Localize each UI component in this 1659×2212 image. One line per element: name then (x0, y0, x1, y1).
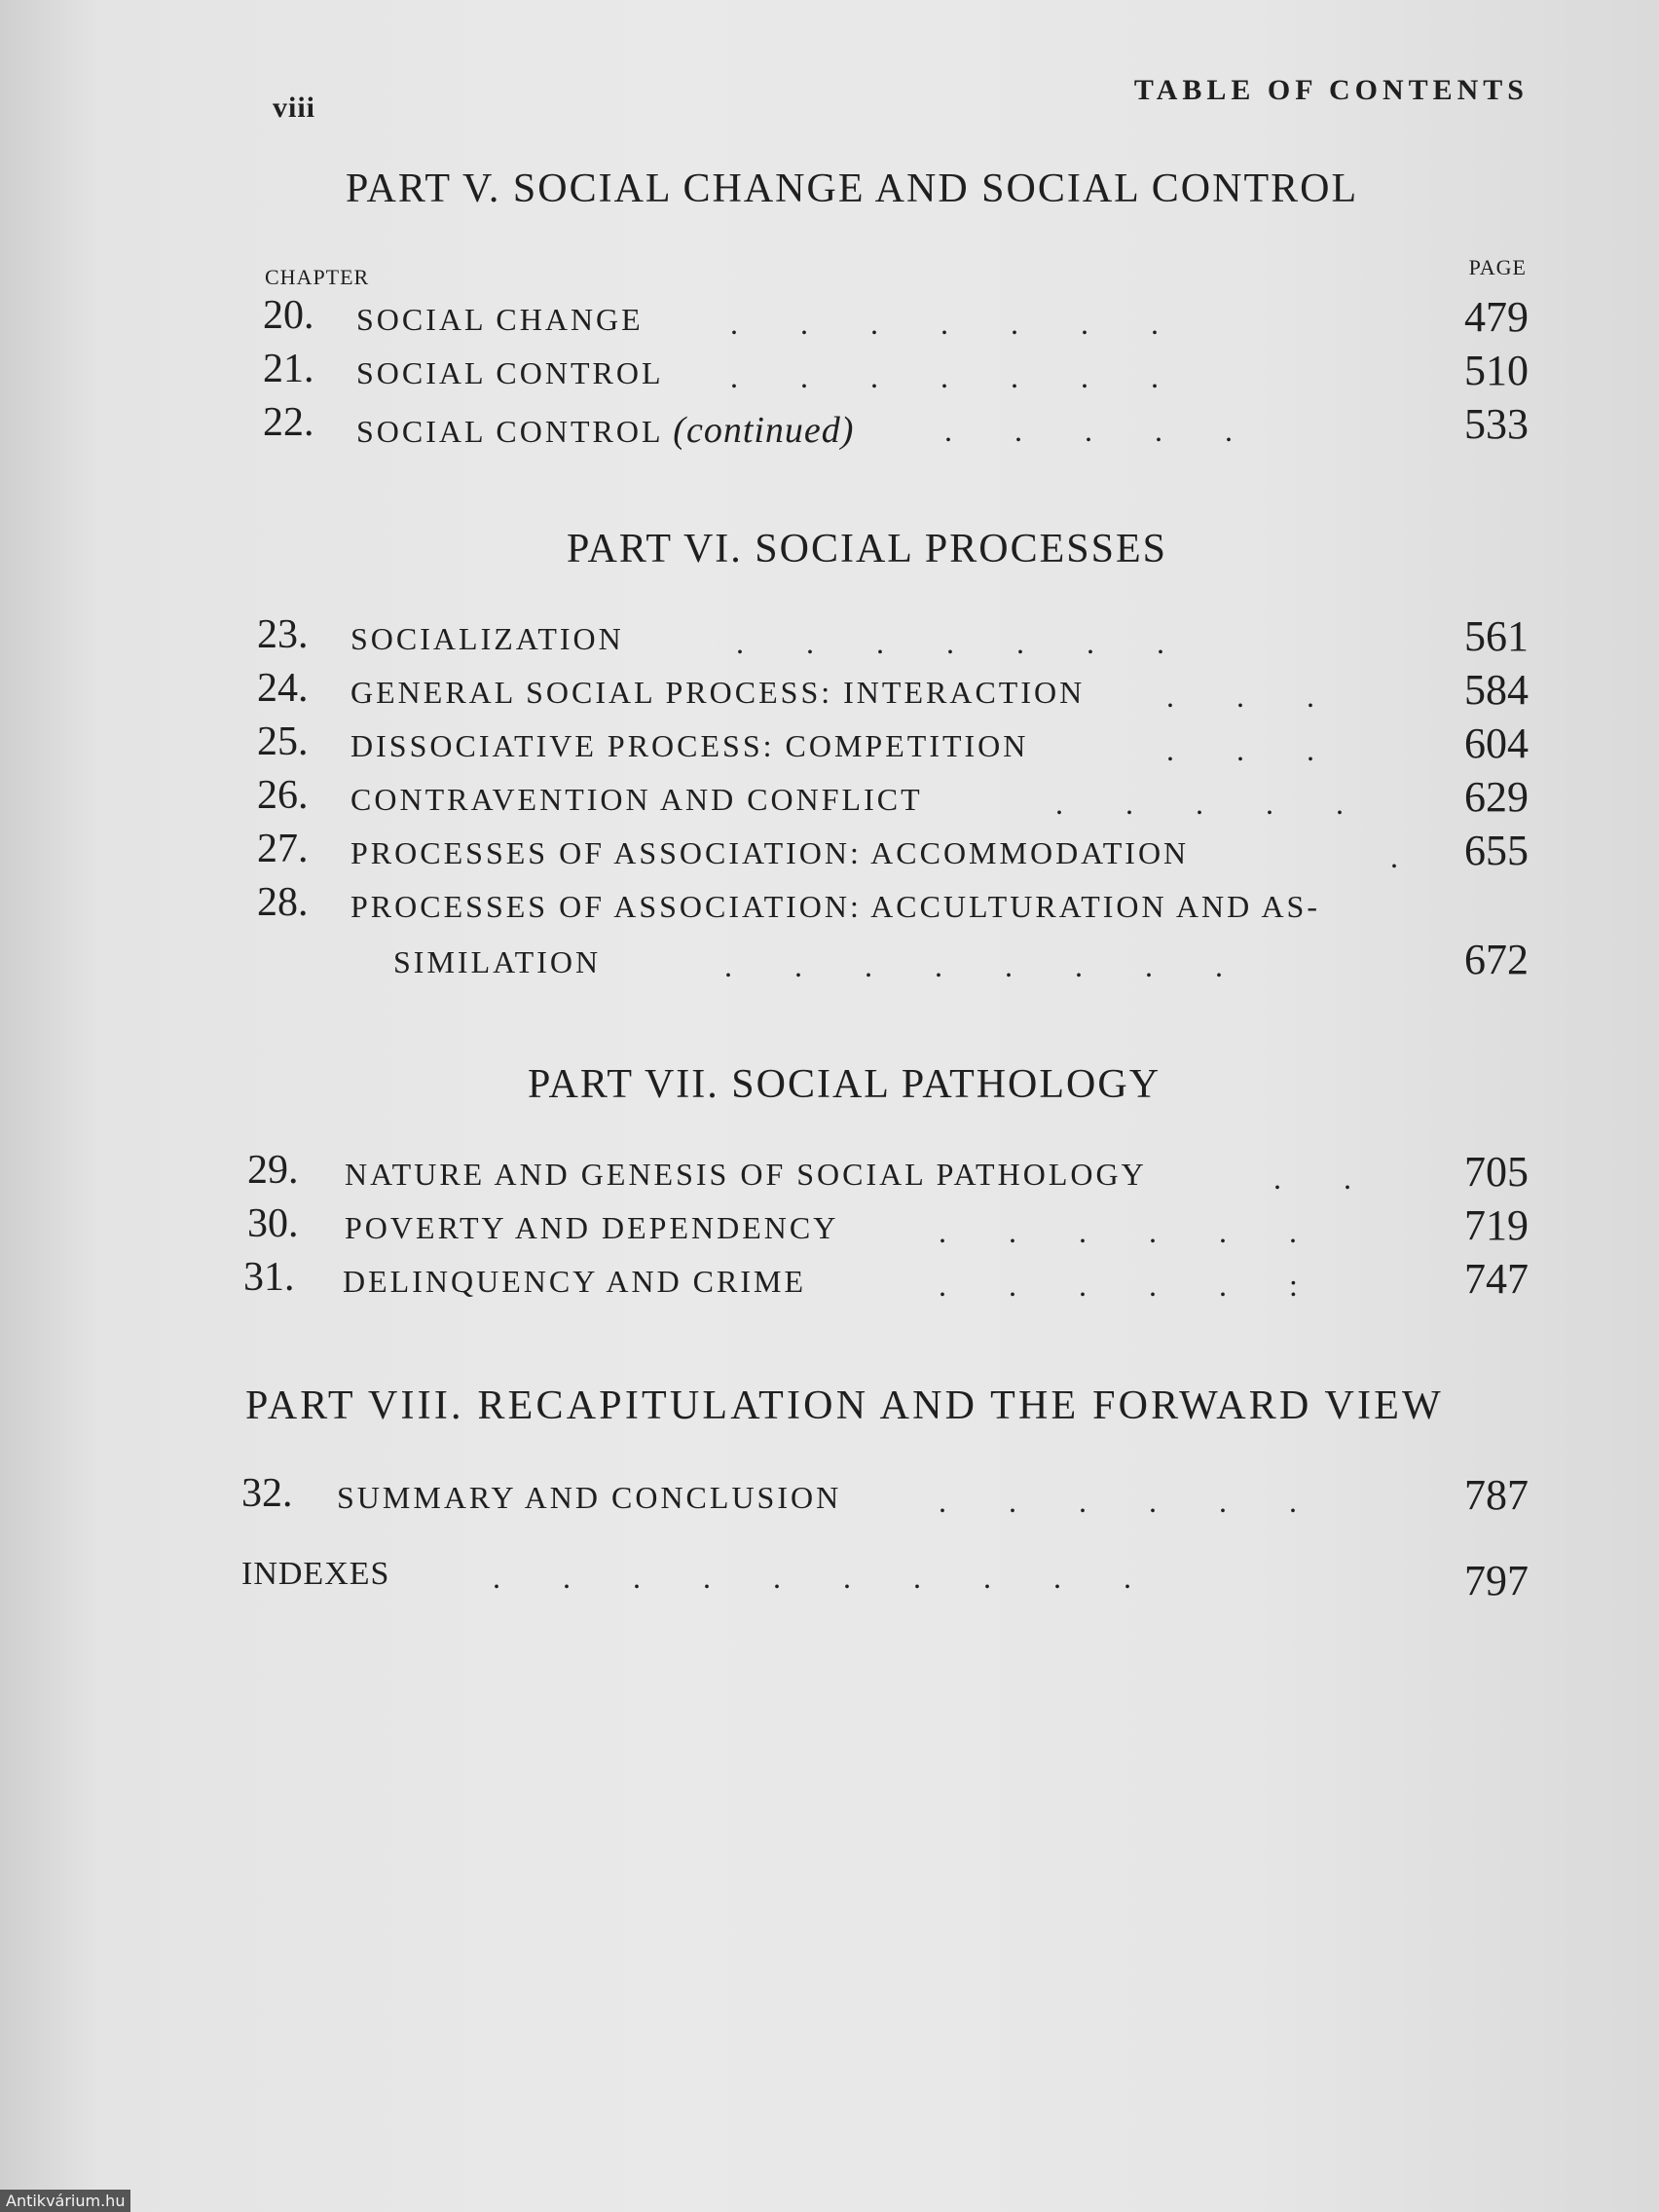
page-number: 655 (1464, 827, 1529, 874)
page-folio: viii (273, 92, 316, 124)
chapter-title: SOCIAL CHANGE (356, 302, 644, 337)
chapter-number: 30. (247, 1201, 299, 1246)
page-number: 672 (1464, 936, 1529, 983)
page-number: 533 (1464, 400, 1529, 448)
toc-entry[interactable] (257, 772, 1529, 827)
chapter-title (356, 409, 854, 452)
chapter-title: SUMMARY AND CONCLUSION (337, 1480, 842, 1515)
part-title: PART VIII. RECAPITULATION AND THE FORWARD VIEW (245, 1383, 1444, 1428)
chapter-title: GENERAL SOCIAL PROCESS: INTERACTION (350, 675, 1086, 710)
chapter-title: POVERTY AND DEPENDENCY (345, 1210, 839, 1245)
chapter-number: 22. (263, 400, 314, 445)
chapter-number: 21. (263, 347, 314, 391)
toc-entry[interactable] (257, 719, 1529, 773)
chapter-title-main: SOCIAL CONTROL (356, 414, 674, 449)
dot-leader: . . . . . (1055, 786, 1344, 821)
page-number: 705 (1464, 1148, 1529, 1196)
chapter-title: DELINQUENCY AND CRIME (343, 1264, 807, 1299)
dot-leader: . . . . . . . (730, 306, 1159, 341)
page-number: 629 (1464, 773, 1529, 821)
page-number: 747 (1464, 1255, 1529, 1303)
dot-leader: . . . . . . . . (724, 948, 1223, 983)
chapter-number: 24. (257, 666, 309, 711)
dot-leader: . . . . . . . . . . (493, 1560, 1131, 1595)
chapter-title: PROCESSES OF ASSOCIATION: ACCULTURATION AND AS- (350, 889, 1320, 924)
chapter-number: 28. (257, 880, 309, 925)
chapter-title: NATURE AND GENESIS OF SOCIAL PATHOLOGY (345, 1157, 1147, 1192)
page-number: 561 (1464, 612, 1529, 660)
watermark: Antikvárium.hu (0, 2190, 130, 2212)
dot-leader: . . . . . : (939, 1268, 1298, 1303)
page-number: 787 (1464, 1471, 1529, 1519)
dot-leader: . (1390, 839, 1398, 874)
dot-leader: . . . . . . (939, 1484, 1297, 1519)
chapter-number: 29. (247, 1148, 299, 1193)
dot-leader: . . . (1166, 732, 1314, 767)
toc-entry[interactable] (257, 611, 1529, 666)
chapter-number: 26. (257, 773, 309, 818)
dot-leader: . . . . . (944, 413, 1233, 448)
chapter-title: CONTRAVENTION AND CONFLICT (350, 782, 923, 817)
page-number: 797 (1464, 1557, 1529, 1604)
chapter-title: DISSOCIATIVE PROCESS: COMPETITION (350, 728, 1029, 763)
dot-leader: . . . . . . . (730, 359, 1159, 394)
toc-entry[interactable] (247, 1200, 1529, 1255)
part-title: PART VI. SOCIAL PROCESSES (567, 527, 1167, 571)
toc-entry[interactable] (257, 826, 1529, 880)
toc-entry[interactable] (263, 292, 1529, 347)
chapter-column-label: CHAPTER (265, 265, 370, 289)
chapter-title-continuation: SIMILATION (393, 944, 602, 979)
page-number: 584 (1464, 666, 1529, 714)
dot-leader: . . (1273, 1161, 1351, 1196)
toc-entry[interactable] (263, 346, 1529, 400)
part-title: PART V. SOCIAL CHANGE AND SOCIAL CONTROL (346, 166, 1359, 211)
running-head: TABLE OF CONTENTS (1133, 74, 1529, 106)
chapter-title-italic: (continued) (673, 410, 855, 451)
part-title: PART VII. SOCIAL PATHOLOGY (528, 1062, 1161, 1107)
chapter-number: 25. (257, 719, 309, 764)
chapter-number: 31. (243, 1255, 295, 1300)
chapter-title: PROCESSES OF ASSOCIATION: ACCOMMODATION (350, 835, 1190, 870)
chapter-number: 27. (257, 827, 309, 871)
chapter-title: SOCIALIZATION (350, 621, 624, 656)
page-number: 479 (1464, 293, 1529, 341)
toc-entry[interactable] (247, 1147, 1529, 1201)
dot-leader: . . . (1166, 679, 1314, 714)
chapter-number: 23. (257, 612, 309, 657)
page-number: 604 (1464, 719, 1529, 767)
toc-entry[interactable] (257, 665, 1529, 719)
page-column-label: PAGE (1468, 255, 1527, 279)
page-number: 719 (1464, 1201, 1529, 1249)
chapter-number: 20. (263, 293, 314, 338)
toc-entry[interactable] (257, 879, 1529, 934)
indexes-title: INDEXES (241, 1556, 390, 1592)
toc-entry[interactable] (243, 1254, 1529, 1309)
dot-leader: . . . . . . (939, 1214, 1297, 1249)
chapter-title: SOCIAL CONTROL (356, 355, 664, 390)
page-number: 510 (1464, 347, 1529, 394)
toc-entry-indexes[interactable] (241, 1556, 1529, 1610)
toc-entry[interactable] (241, 1470, 1529, 1525)
chapter-number: 32. (241, 1471, 293, 1516)
page-header (273, 70, 1529, 129)
toc-entry[interactable] (263, 399, 1529, 454)
toc-entry-continuation[interactable] (257, 935, 1529, 989)
dot-leader: . . . . . . . (736, 625, 1164, 660)
